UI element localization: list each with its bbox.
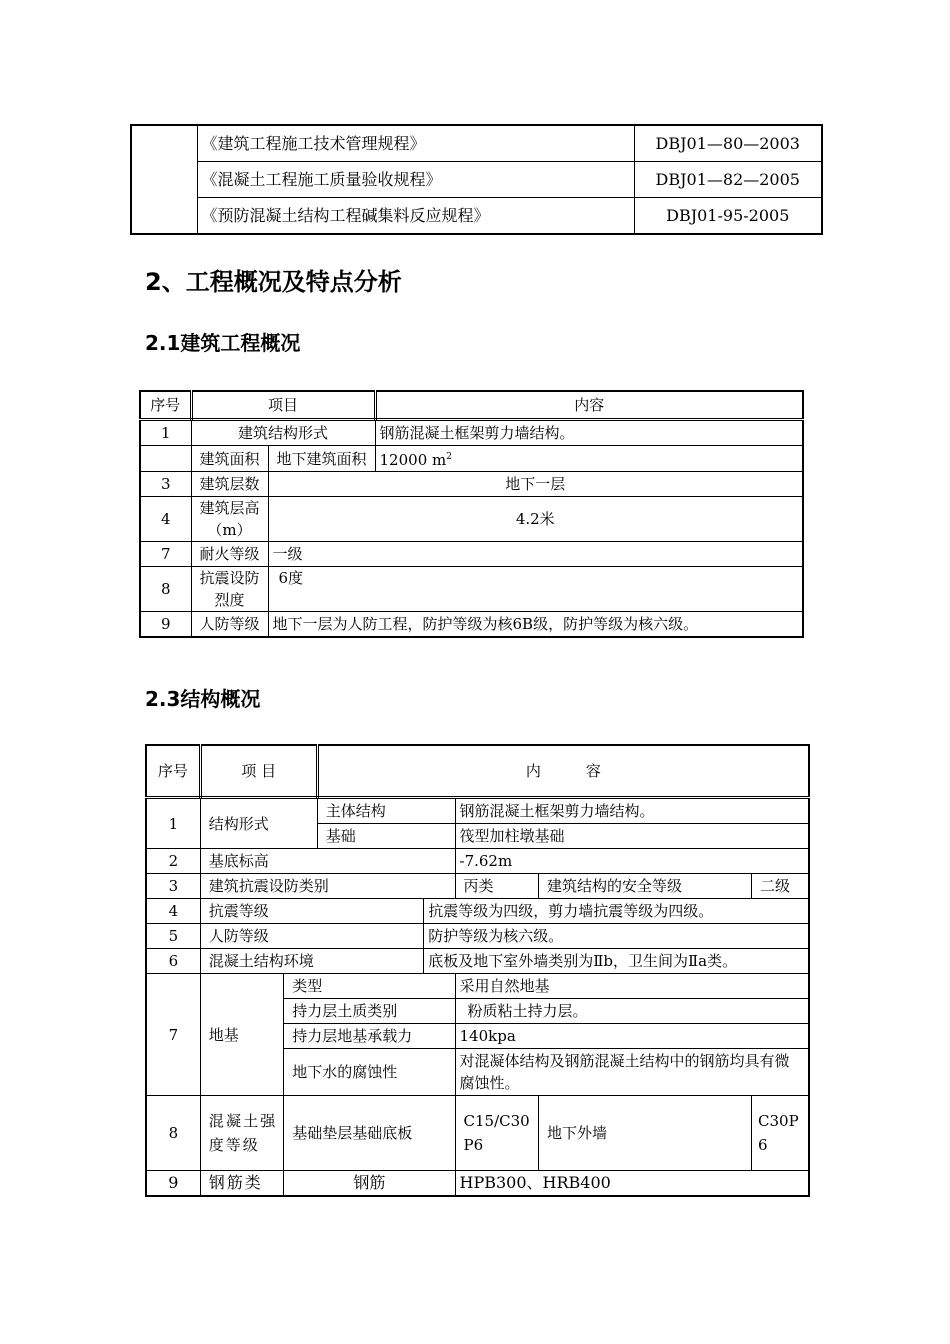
row-content: 4.2米 [268, 497, 803, 542]
row-subitem: 地下建筑面积 [268, 446, 375, 472]
row-no: 1 [140, 420, 191, 446]
table-row [140, 446, 803, 472]
row-content: 对混凝体结构及钢筋混凝土结构中的钢筋均具有微腐蚀性。 [455, 1049, 809, 1096]
header-item: 项 目 [200, 745, 317, 798]
row-no: 4 [146, 899, 200, 924]
table-row [140, 472, 803, 497]
row-no: 1 [146, 798, 200, 849]
header-content: 内 容 [317, 745, 809, 798]
table-row [146, 899, 809, 924]
row-item: 地基 [200, 974, 284, 1096]
row-item: 结构形式 [200, 798, 317, 849]
row-subitem: 类型 [284, 974, 455, 999]
row-value: 二级 [752, 874, 810, 899]
standard-code: DBJ01-95-2005 [634, 198, 822, 235]
row-no: 4 [140, 497, 191, 542]
table-row [146, 1096, 809, 1171]
row-subitem: 基础 [317, 824, 455, 849]
table-row [131, 198, 822, 235]
row-value: C30P6 [752, 1096, 810, 1171]
row-no: 3 [146, 874, 200, 899]
table-row [140, 542, 803, 567]
table-header-row [140, 391, 803, 420]
table-row [131, 125, 822, 162]
row-content: 采用自然地基 [455, 974, 809, 999]
standard-code: DBJ01—82—2005 [634, 162, 822, 198]
row-content: 钢筋混凝土框架剪力墙结构。 [455, 798, 809, 824]
row-subitem: 地下外墙 [539, 1096, 752, 1171]
row-content: 地下一层为人防工程，防护等级为核6B级，防护等级为核六级。 [268, 612, 803, 638]
table-row [140, 420, 803, 446]
table-row [140, 612, 803, 638]
row-item: 耐火等级 [191, 542, 268, 567]
building-overview-table [139, 390, 804, 638]
subsection-title: 2.1建筑工程概况 [145, 331, 301, 355]
subsection-title: 2.3结构概况 [145, 687, 261, 711]
table-row [146, 849, 809, 874]
row-content: 6度 [268, 567, 803, 612]
standard-name: 《混凝土工程施工质量验收规程》 [197, 162, 634, 198]
row-content: 140kpa [455, 1024, 809, 1049]
row-content: 钢筋混凝土框架剪力墙结构。 [375, 420, 803, 446]
row-content: HPB300、HRB400 [455, 1171, 809, 1197]
row-content: -7.62m [455, 849, 809, 874]
row-no: 9 [146, 1171, 200, 1197]
row-value: 丙类 [455, 874, 539, 899]
row-subitem: 持力层土质类别 [284, 999, 455, 1024]
row-content: 底板及地下室外墙类别为Ⅱb，卫生间为Ⅱa类。 [424, 949, 809, 974]
row-item: 建筑结构形式 [191, 420, 375, 446]
standard-name: 《建筑工程施工技术管理规程》 [197, 125, 634, 162]
row-no: 5 [146, 924, 200, 949]
row-subitem: 建筑结构的安全等级 [539, 874, 752, 899]
row-item: 钢筋类 [200, 1171, 284, 1197]
row-value: C15/C30P6 [455, 1096, 539, 1171]
row-subitem: 钢筋 [284, 1171, 455, 1197]
row-no: 6 [146, 949, 200, 974]
row-subitem: 地下水的腐蚀性 [284, 1049, 455, 1096]
row-item: 人防等级 [191, 612, 268, 638]
table-row [140, 567, 803, 612]
row-no: 9 [140, 612, 191, 638]
area-value: 12000 m [379, 451, 447, 469]
header-no: 序号 [146, 745, 200, 798]
row-subitem: 基础垫层基础底板 [284, 1096, 455, 1171]
header-no: 序号 [140, 391, 191, 420]
row-item: 抗震设防烈度 [191, 567, 268, 612]
structure-overview-table [145, 744, 810, 1197]
merged-category-cell [131, 125, 197, 234]
row-no: 3 [140, 472, 191, 497]
table-row [146, 798, 809, 824]
table-header-row [146, 745, 809, 798]
row-subitem: 持力层地基承载力 [284, 1024, 455, 1049]
row-item: 基底标高 [200, 849, 455, 874]
area-unit-superscript: 2 [446, 452, 452, 462]
row-item: 混凝土强度等级 [200, 1096, 284, 1171]
row-content [375, 446, 803, 472]
row-no: 8 [140, 567, 191, 612]
header-item: 项目 [191, 391, 375, 420]
row-item: 混凝土结构环境 [200, 949, 423, 974]
row-content: 地下一层 [268, 472, 803, 497]
row-item: 抗震等级 [200, 899, 423, 924]
standard-name: 《预防混凝土结构工程碱集料反应规程》 [197, 198, 634, 235]
row-no [140, 446, 191, 472]
row-no: 2 [146, 849, 200, 874]
table-row [146, 974, 809, 999]
row-no: 8 [146, 1096, 200, 1171]
table-row [140, 497, 803, 542]
table-row [146, 949, 809, 974]
table-row [146, 924, 809, 949]
standards-table [130, 124, 823, 235]
row-content: 抗震等级为四级，剪力墙抗震等级为四级。 [424, 899, 809, 924]
header-content: 内容 [375, 391, 803, 420]
table-row [146, 1171, 809, 1197]
row-item: 建筑抗震设防类别 [200, 874, 455, 899]
row-content: 一级 [268, 542, 803, 567]
row-item: 人防等级 [200, 924, 423, 949]
table-row [146, 874, 809, 899]
row-no: 7 [140, 542, 191, 567]
standard-code: DBJ01—80—2003 [634, 125, 822, 162]
table-row [131, 162, 822, 198]
row-item: 建筑层数 [191, 472, 268, 497]
row-item: 建筑层高（m） [191, 497, 268, 542]
row-subitem: 主体结构 [317, 798, 455, 824]
row-content: 筏型加柱墩基础 [455, 824, 809, 849]
row-no: 7 [146, 974, 200, 1096]
row-item: 建筑面积 [191, 446, 268, 472]
row-content: 防护等级为核六级。 [424, 924, 809, 949]
section-title: 2、工程概况及特点分析 [145, 268, 402, 296]
row-content: 粉质粘土持力层。 [455, 999, 809, 1024]
